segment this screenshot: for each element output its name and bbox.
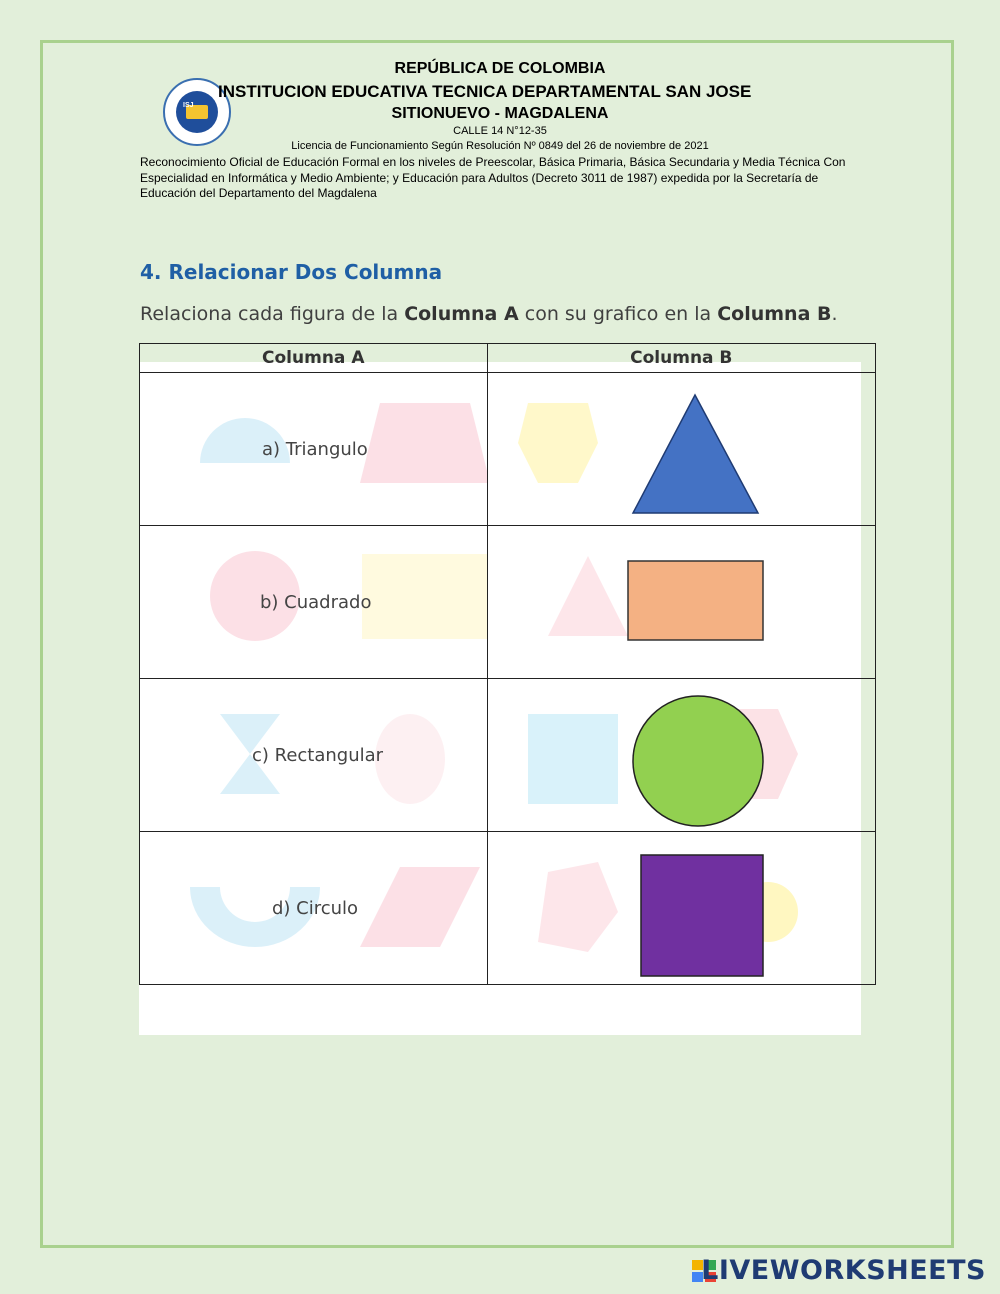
header-address: CALLE 14 N°12-35 [453, 125, 547, 137]
answer-cell-a[interactable] [140, 526, 488, 679]
option-label: d) Circulo [272, 898, 359, 919]
header-license: Licencia de Funcionamiento Según Resolución Nº 0849 del 26 de noviembre de 2021 [291, 140, 709, 152]
answer-cell-a[interactable] [140, 832, 488, 985]
header-country: REPÚBLICA DE COLOMBIA [394, 60, 606, 77]
section-title: 4. Relacionar Dos Columna [140, 260, 443, 284]
shape-cell-b[interactable] [487, 679, 875, 832]
option-label: b) Cuadrado [260, 592, 372, 613]
answer-cell-a[interactable] [140, 679, 488, 832]
circle-icon [488, 679, 876, 831]
instruction-text: Relaciona cada figura de la Columna A con su grafico en la Columna B. [140, 303, 838, 325]
table-row [140, 373, 876, 526]
shape-cell-b[interactable] [487, 373, 875, 526]
square-icon [488, 832, 876, 984]
rectangle-icon [488, 526, 876, 676]
header-institution: INSTITUCION EDUCATIVA TECNICA DEPARTAMENTAL SAN JOSE [218, 82, 752, 101]
option-label: a) Triangulo [262, 439, 368, 460]
header-location: SITIONUEVO - MAGDALENA [391, 105, 609, 122]
option-label: c) Rectangular [252, 745, 384, 766]
watermark: LIVEWORKSHEETS [701, 1255, 986, 1286]
table-row [140, 526, 876, 679]
header-recognition: Reconocimiento Oficial de Educación Formal en los niveles de Preescolar, Básica Primaria, Básica Secundaria y Media Técnica Con Especialidad en Informática y Medio Ambiente; y Educación para Adultos (Decreto 3011 de 1987) expedida por la Secretaría de Educación del Departamento del Magdalena [140, 155, 846, 200]
shape-cell-b[interactable] [487, 832, 875, 985]
matching-table [139, 343, 876, 985]
logo-text: ISJ [183, 102, 194, 109]
shape-cell-b[interactable] [487, 526, 875, 679]
triangle-icon [488, 373, 876, 525]
table-row [140, 832, 876, 985]
table-row [140, 679, 876, 832]
column-a-header: Columna A [140, 344, 488, 373]
answer-cell-a[interactable] [140, 373, 488, 526]
column-b-header: Columna B [487, 344, 875, 373]
